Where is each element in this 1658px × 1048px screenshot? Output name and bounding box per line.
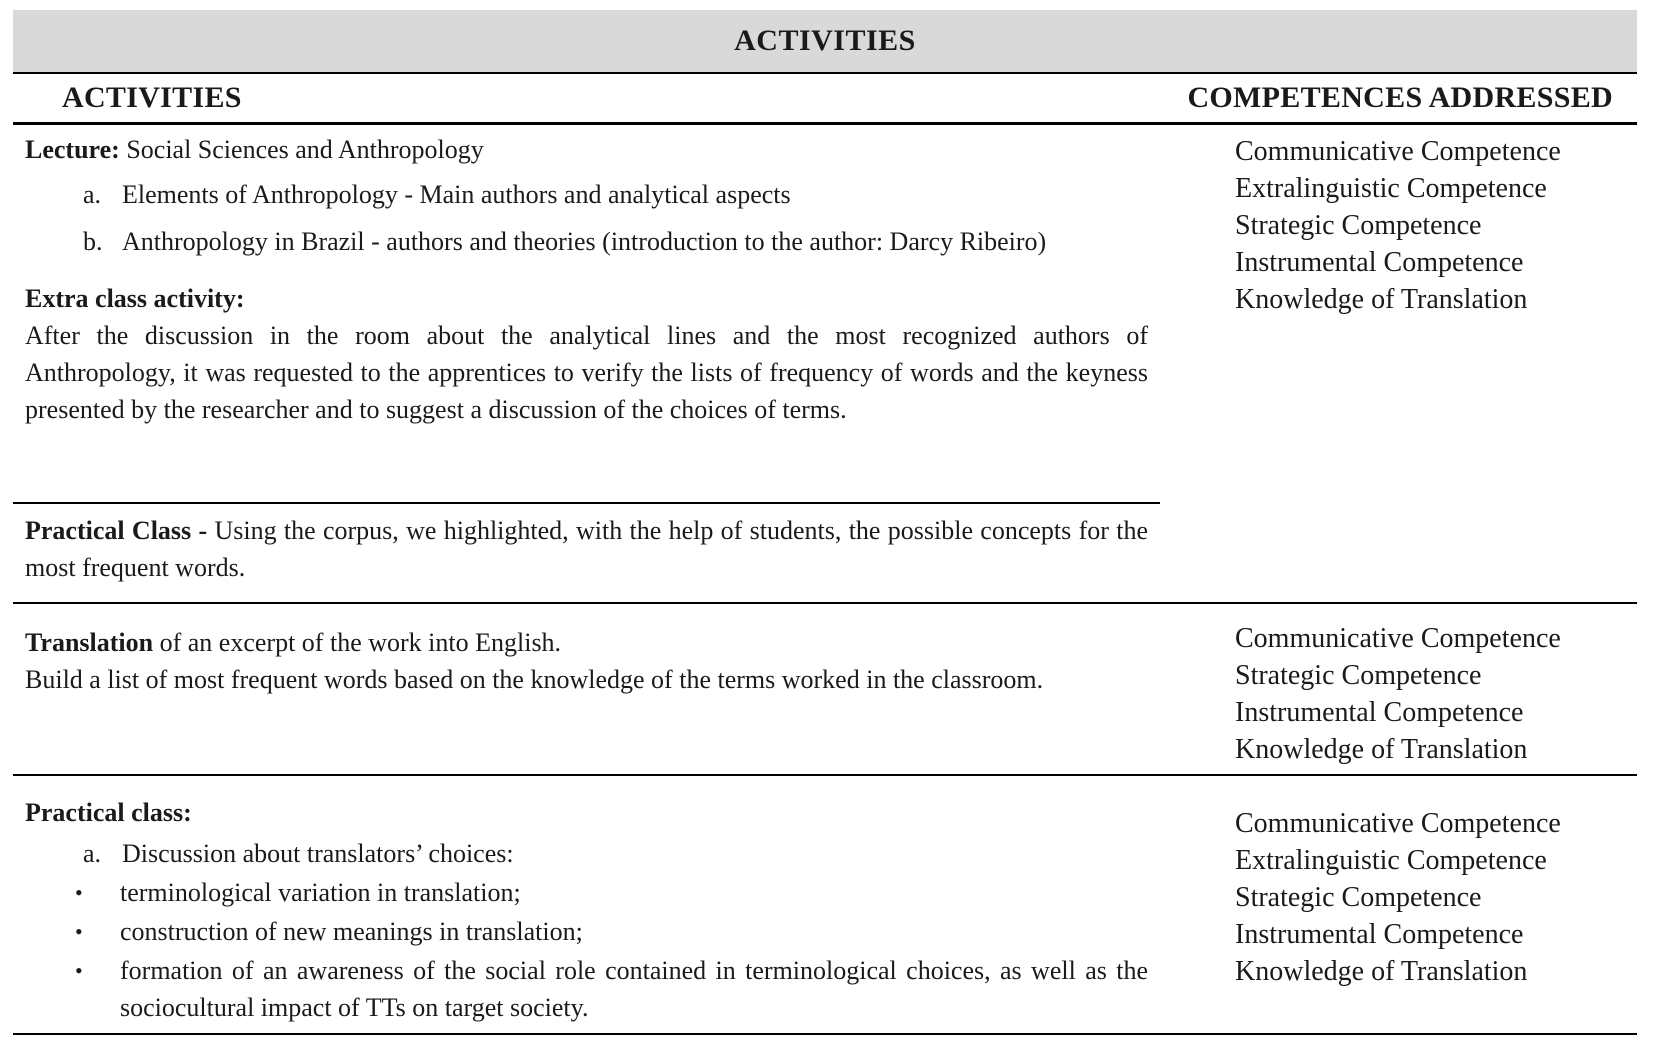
activities-table — [13, 10, 1637, 1035]
competence-item: Knowledge of Translation — [1235, 734, 1528, 765]
practical-class-activities-cell — [13, 776, 1160, 1033]
competence-item: Strategic Competence — [1235, 882, 1482, 913]
column-header-activities: ACTIVITIES — [62, 81, 242, 114]
practical-class-block — [13, 504, 1160, 600]
lecture-text: Social Sciences and Anthropology — [119, 135, 484, 164]
table-row-translation — [13, 604, 1637, 776]
build-list-paragraph: Build a list of most frequent words based on the knowledge of the terms worked in the classroom. — [25, 665, 1044, 694]
lecture-competences-cell — [1160, 125, 1637, 602]
discussion-item-text: Discussion about translators’ choices: — [122, 839, 514, 868]
practical-class-row3-label: Practical class: — [25, 798, 192, 827]
bullet-icon: • — [75, 958, 83, 983]
competence-item: Knowledge of Translation — [1235, 284, 1528, 315]
bullet-item-construction — [75, 913, 1148, 950]
practical-class-heading — [25, 794, 1148, 831]
practical-class-label: Practical Class - — [25, 516, 215, 545]
competence-item: Instrumental Competence — [1235, 919, 1524, 950]
practical-class-paragraph — [25, 504, 1148, 586]
list-marker-a: a. — [83, 180, 102, 209]
competence-item: Communicative Competence — [1235, 136, 1561, 167]
bullet-icon: • — [75, 919, 83, 944]
bullet-text: formation of an awareness of the social role contained in terminological choices, as well as the sociocultural impact of TTs on target society. — [120, 956, 1148, 1022]
practical-class-text: Using the corpus, we highlighted, with the help of students, the possible concepts for the most frequent words. — [25, 516, 1148, 582]
practical-class-competences-cell — [1160, 776, 1637, 1033]
lecture-label: Lecture: — [25, 135, 120, 164]
translation-label: Translation — [25, 628, 154, 657]
table-row-lecture — [13, 125, 1637, 604]
translation-heading — [25, 624, 1148, 661]
table-title: ACTIVITIES — [734, 24, 916, 57]
competence-item: Knowledge of Translation — [1235, 956, 1528, 987]
competence-item: Instrumental Competence — [1235, 247, 1524, 278]
competence-item: Communicative Competence — [1235, 623, 1561, 654]
table-row-practical-class — [13, 776, 1637, 1035]
translation-text: of an excerpt of the work into English. — [153, 628, 562, 657]
bullet-text: terminological variation in translation; — [120, 878, 521, 907]
extra-class-activity-heading — [25, 280, 1148, 317]
translation-activities-cell — [13, 604, 1160, 774]
extra-class-activity-label: Extra class activity: — [25, 284, 245, 313]
competence-item: Strategic Competence — [1235, 210, 1482, 241]
bullet-item-formation — [75, 952, 1148, 1026]
lecture-heading — [25, 125, 1148, 168]
lecture-activities-cell — [13, 125, 1160, 602]
table-title-bar — [13, 10, 1637, 74]
bullet-text: construction of new meanings in translation; — [120, 917, 583, 946]
competence-item: Extralinguistic Competence — [1235, 845, 1547, 876]
lecture-item-b-text: Anthropology in Brazil - authors and theories (introduction to the author: Darcy Ribeiro) — [122, 227, 1047, 256]
competence-item: Instrumental Competence — [1235, 697, 1524, 728]
lecture-list-item-a — [83, 176, 1148, 213]
translation-competences-cell — [1160, 604, 1637, 774]
column-header-row — [13, 74, 1637, 125]
bullet-item-terminological — [75, 874, 1148, 911]
bullet-icon: • — [75, 880, 83, 905]
discussion-list-item — [83, 835, 1148, 872]
extra-class-activity-paragraph: After the discussion in the room about the analytical lines and the most recognized authors of Anthropology, it was requested to the apprentices to verify the lists of frequency of words and the keyness presented by the researcher and to suggest a discussion of the choices of terms. — [25, 321, 1148, 424]
list-marker-b: b. — [83, 227, 103, 256]
lecture-block — [13, 125, 1160, 502]
competence-item: Extralinguistic Competence — [1235, 173, 1547, 204]
column-header-competences: COMPETENCES ADDRESSED — [1187, 81, 1613, 114]
competence-item: Communicative Competence — [1235, 808, 1561, 839]
competence-item: Strategic Competence — [1235, 660, 1482, 691]
list-marker-a: a. — [83, 839, 102, 868]
lecture-list-item-b — [83, 223, 1148, 260]
lecture-item-a-text: Elements of Anthropology - Main authors and analytical aspects — [122, 180, 791, 209]
